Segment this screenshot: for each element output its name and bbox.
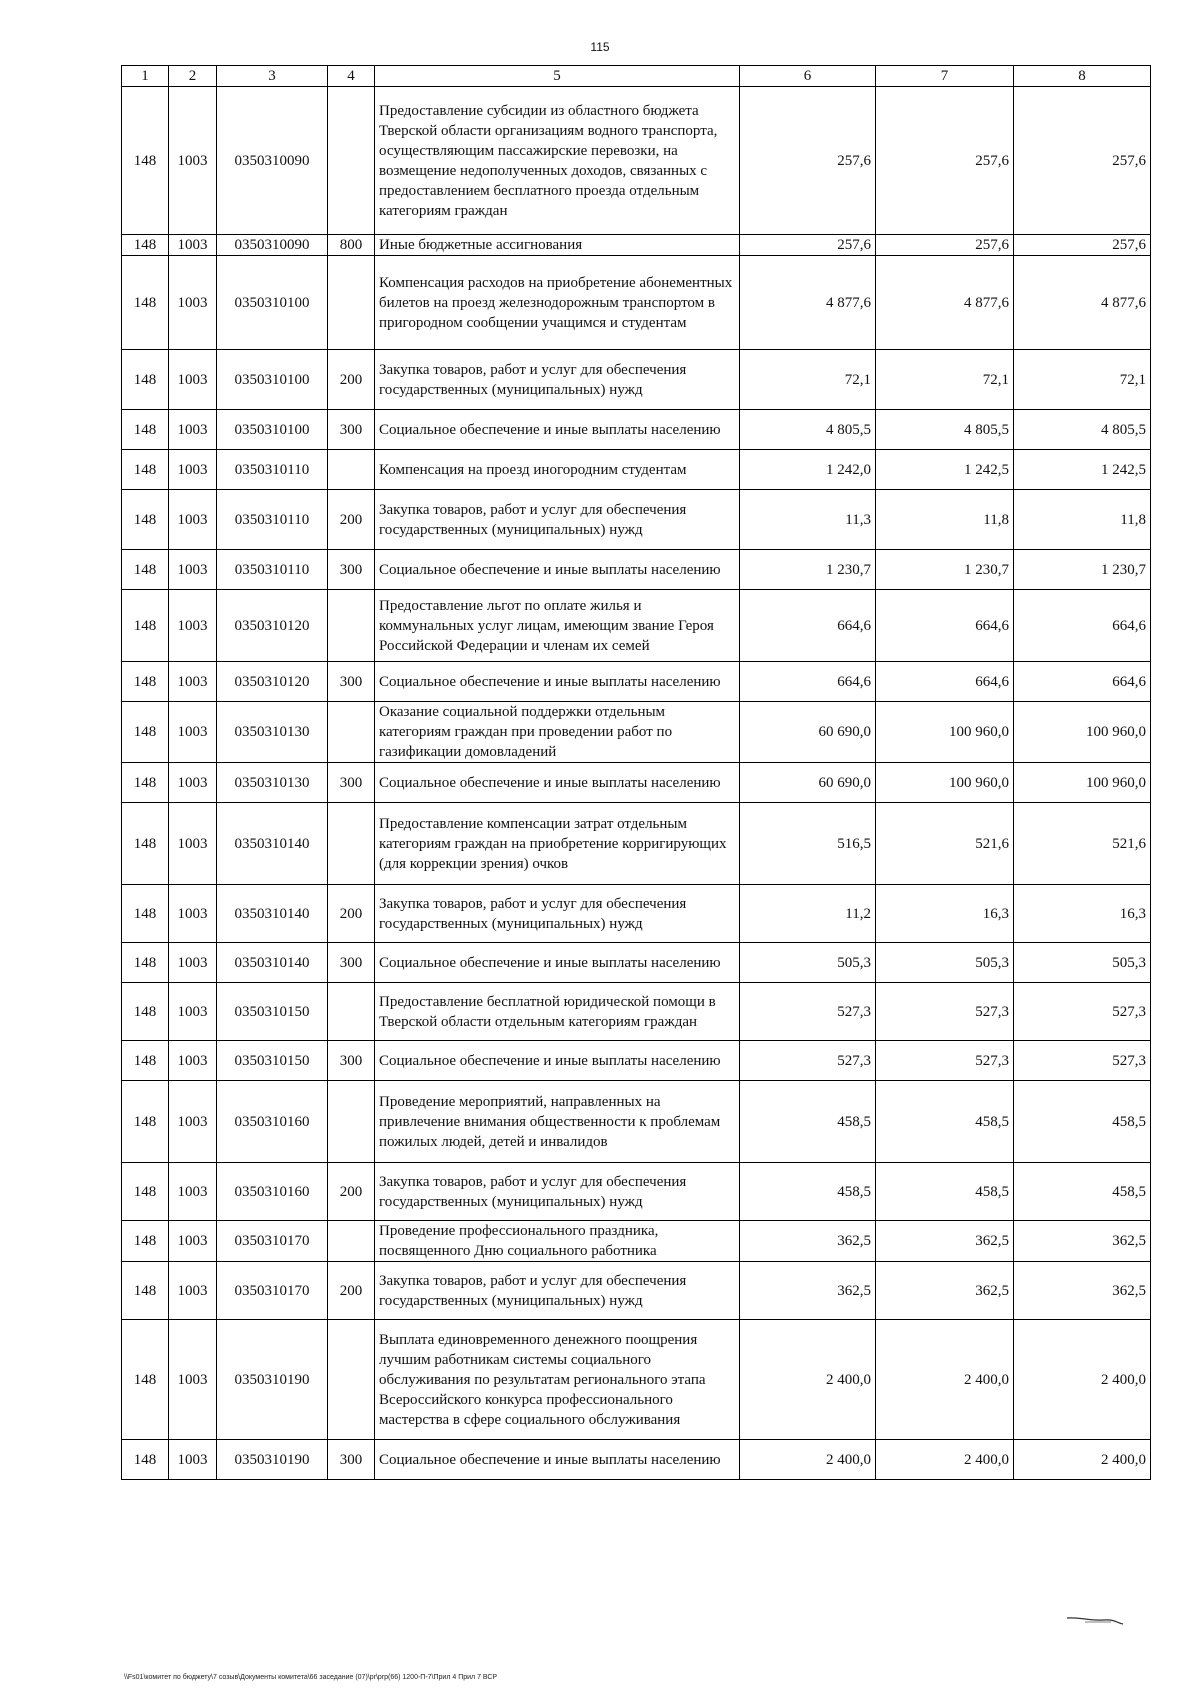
cell-amount-col-6: 362,5 — [740, 1221, 876, 1262]
column-header-2: 2 — [169, 66, 217, 87]
cell-target-article-code: 0350310110 — [217, 450, 328, 490]
cell-amount-col-6: 72,1 — [740, 350, 876, 410]
cell-amount-col-8: 16,3 — [1014, 885, 1151, 943]
cell-target-article-code: 0350310130 — [217, 763, 328, 803]
column-header-3: 3 — [217, 66, 328, 87]
cell-amount-col-6: 527,3 — [740, 1041, 876, 1081]
cell-section-code: 1003 — [169, 1163, 217, 1221]
cell-expense-type-code: 300 — [328, 1041, 375, 1081]
table-row — [122, 662, 1151, 702]
cell-amount-col-8: 257,6 — [1014, 87, 1151, 235]
cell-amount-col-8: 664,6 — [1014, 590, 1151, 662]
cell-target-article-code: 0350310130 — [217, 702, 328, 763]
cell-row-number: 148 — [122, 410, 169, 450]
cell-row-number: 148 — [122, 1081, 169, 1163]
cell-expense-type-code — [328, 1320, 375, 1440]
cell-amount-col-8: 362,5 — [1014, 1221, 1151, 1262]
cell-amount-col-7: 100 960,0 — [876, 702, 1014, 763]
cell-amount-col-8: 362,5 — [1014, 1262, 1151, 1320]
cell-description: Предоставление компенсации затрат отдельным категориям граждан на приобретение корригирующих (для коррекции зрения) очков — [375, 803, 740, 885]
cell-row-number: 148 — [122, 350, 169, 410]
cell-amount-col-8: 527,3 — [1014, 983, 1151, 1041]
footer-file-path: \\Fs01\комитет по бюджету\7 созыв\Документы комитета\66 заседание (07)\pr\prp(66) 1200-П-7\Прил 4 Прил 7 ВСР — [124, 1674, 498, 1681]
cell-expense-type-code — [328, 590, 375, 662]
cell-description: Закупка товаров, работ и услуг для обеспечения государственных (муниципальных) нужд — [375, 1163, 740, 1221]
cell-section-code: 1003 — [169, 803, 217, 885]
cell-amount-col-7: 362,5 — [876, 1262, 1014, 1320]
cell-description: Предоставление бесплатной юридической помощи в Тверской области отдельным категориям граждан — [375, 983, 740, 1041]
cell-description: Проведение мероприятий, направленных на привлечение внимания общественности к проблемам пожилых людей, детей и инвалидов — [375, 1081, 740, 1163]
cell-description: Иные бюджетные ассигнования — [375, 235, 740, 256]
table-row — [122, 450, 1151, 490]
cell-amount-col-6: 257,6 — [740, 235, 876, 256]
cell-row-number: 148 — [122, 943, 169, 983]
cell-amount-col-8: 1 242,5 — [1014, 450, 1151, 490]
table-row — [122, 983, 1151, 1041]
cell-amount-col-8: 1 230,7 — [1014, 550, 1151, 590]
cell-amount-col-8: 458,5 — [1014, 1081, 1151, 1163]
cell-row-number: 148 — [122, 662, 169, 702]
cell-amount-col-7: 362,5 — [876, 1221, 1014, 1262]
table-header-row — [122, 66, 1151, 87]
cell-amount-col-6: 1 242,0 — [740, 450, 876, 490]
cell-target-article-code: 0350310170 — [217, 1262, 328, 1320]
cell-amount-col-6: 4 805,5 — [740, 410, 876, 450]
column-header-8: 8 — [1014, 66, 1151, 87]
cell-expense-type-code — [328, 450, 375, 490]
cell-description: Закупка товаров, работ и услуг для обеспечения государственных (муниципальных) нужд — [375, 885, 740, 943]
cell-target-article-code: 0350310140 — [217, 803, 328, 885]
cell-expense-type-code — [328, 983, 375, 1041]
cell-target-article-code: 0350310090 — [217, 235, 328, 256]
cell-amount-col-7: 4 877,6 — [876, 256, 1014, 350]
cell-description: Закупка товаров, работ и услуг для обеспечения государственных (муниципальных) нужд — [375, 350, 740, 410]
cell-description: Закупка товаров, работ и услуг для обеспечения государственных (муниципальных) нужд — [375, 490, 740, 550]
table-row — [122, 1041, 1151, 1081]
table-row — [122, 1320, 1151, 1440]
cell-target-article-code: 0350310100 — [217, 350, 328, 410]
cell-row-number: 148 — [122, 235, 169, 256]
cell-amount-col-8: 505,3 — [1014, 943, 1151, 983]
cell-description: Проведение профессионального праздника, посвященного Дню социального работника — [375, 1221, 740, 1262]
cell-target-article-code: 0350310120 — [217, 590, 328, 662]
cell-row-number: 148 — [122, 590, 169, 662]
cell-section-code: 1003 — [169, 550, 217, 590]
cell-description: Социальное обеспечение и иные выплаты населению — [375, 1041, 740, 1081]
cell-row-number: 148 — [122, 803, 169, 885]
cell-description: Компенсация на проезд иногородним студентам — [375, 450, 740, 490]
cell-section-code: 1003 — [169, 1081, 217, 1163]
cell-section-code: 1003 — [169, 450, 217, 490]
table-body — [122, 87, 1151, 1480]
signature-mark — [1065, 1612, 1125, 1626]
cell-amount-col-7: 527,3 — [876, 1041, 1014, 1081]
cell-amount-col-8: 100 960,0 — [1014, 702, 1151, 763]
cell-row-number: 148 — [122, 87, 169, 235]
cell-amount-col-6: 516,5 — [740, 803, 876, 885]
cell-target-article-code: 0350310140 — [217, 943, 328, 983]
table-row — [122, 1221, 1151, 1262]
cell-amount-col-6: 11,2 — [740, 885, 876, 943]
table-row — [122, 1262, 1151, 1320]
cell-section-code: 1003 — [169, 410, 217, 450]
cell-description: Предоставление льгот по оплате жилья и коммунальных услуг лицам, имеющим звание Героя Российской Федерации и членам их семей — [375, 590, 740, 662]
cell-amount-col-6: 257,6 — [740, 87, 876, 235]
cell-amount-col-8: 4 805,5 — [1014, 410, 1151, 450]
table-row — [122, 87, 1151, 235]
cell-description: Социальное обеспечение и иные выплаты населению — [375, 662, 740, 702]
cell-target-article-code: 0350310150 — [217, 1041, 328, 1081]
cell-row-number: 148 — [122, 490, 169, 550]
cell-row-number: 148 — [122, 1163, 169, 1221]
cell-expense-type-code: 200 — [328, 885, 375, 943]
cell-amount-col-7: 664,6 — [876, 590, 1014, 662]
cell-amount-col-7: 16,3 — [876, 885, 1014, 943]
cell-description: Социальное обеспечение и иные выплаты населению — [375, 550, 740, 590]
cell-row-number: 148 — [122, 983, 169, 1041]
column-header-1: 1 — [122, 66, 169, 87]
cell-amount-col-6: 458,5 — [740, 1081, 876, 1163]
cell-target-article-code: 0350310150 — [217, 983, 328, 1041]
cell-description: Оказание социальной поддержки отдельным категориям граждан при проведении работ по газификации домовладений — [375, 702, 740, 763]
column-header-4: 4 — [328, 66, 375, 87]
cell-row-number: 148 — [122, 1320, 169, 1440]
cell-section-code: 1003 — [169, 1041, 217, 1081]
cell-amount-col-7: 505,3 — [876, 943, 1014, 983]
cell-amount-col-7: 521,6 — [876, 803, 1014, 885]
table-row — [122, 410, 1151, 450]
page-number: 115 — [590, 40, 610, 54]
budget-table — [121, 65, 1151, 1480]
cell-amount-col-7: 11,8 — [876, 490, 1014, 550]
cell-row-number: 148 — [122, 763, 169, 803]
table-row — [122, 702, 1151, 763]
cell-target-article-code: 0350310100 — [217, 410, 328, 450]
cell-section-code: 1003 — [169, 87, 217, 235]
cell-section-code: 1003 — [169, 1262, 217, 1320]
column-header-6: 6 — [740, 66, 876, 87]
cell-amount-col-6: 505,3 — [740, 943, 876, 983]
cell-amount-col-7: 527,3 — [876, 983, 1014, 1041]
cell-section-code: 1003 — [169, 1221, 217, 1262]
table-row — [122, 943, 1151, 983]
table-row — [122, 550, 1151, 590]
cell-description: Выплата единовременного денежного поощрения лучшим работникам системы социального обслуживания по результатам регионального этапа Всероссийского конкурса профессионального мастерства в сфере социального обслуживания — [375, 1320, 740, 1440]
cell-amount-col-7: 664,6 — [876, 662, 1014, 702]
cell-amount-col-7: 257,6 — [876, 235, 1014, 256]
table-row — [122, 1440, 1151, 1480]
cell-description: Социальное обеспечение и иные выплаты населению — [375, 763, 740, 803]
cell-amount-col-7: 4 805,5 — [876, 410, 1014, 450]
cell-amount-col-6: 458,5 — [740, 1163, 876, 1221]
cell-expense-type-code: 300 — [328, 410, 375, 450]
cell-amount-col-7: 458,5 — [876, 1081, 1014, 1163]
cell-amount-col-7: 100 960,0 — [876, 763, 1014, 803]
table-row — [122, 590, 1151, 662]
table-row — [122, 235, 1151, 256]
table-row — [122, 350, 1151, 410]
cell-expense-type-code: 200 — [328, 1262, 375, 1320]
cell-amount-col-7: 458,5 — [876, 1163, 1014, 1221]
cell-section-code: 1003 — [169, 885, 217, 943]
cell-expense-type-code: 200 — [328, 1163, 375, 1221]
cell-row-number: 148 — [122, 1262, 169, 1320]
cell-target-article-code: 0350310140 — [217, 885, 328, 943]
cell-amount-col-6: 60 690,0 — [740, 763, 876, 803]
cell-amount-col-6: 11,3 — [740, 490, 876, 550]
cell-section-code: 1003 — [169, 1320, 217, 1440]
cell-target-article-code: 0350310100 — [217, 256, 328, 350]
table-row — [122, 490, 1151, 550]
cell-amount-col-6: 60 690,0 — [740, 702, 876, 763]
cell-target-article-code: 0350310110 — [217, 490, 328, 550]
cell-amount-col-8: 2 400,0 — [1014, 1440, 1151, 1480]
table-row — [122, 1163, 1151, 1221]
column-header-7: 7 — [876, 66, 1014, 87]
cell-expense-type-code — [328, 803, 375, 885]
cell-section-code: 1003 — [169, 763, 217, 803]
cell-expense-type-code — [328, 1081, 375, 1163]
cell-row-number: 148 — [122, 550, 169, 590]
cell-expense-type-code: 300 — [328, 763, 375, 803]
cell-amount-col-7: 1 242,5 — [876, 450, 1014, 490]
table-row — [122, 1081, 1151, 1163]
cell-section-code: 1003 — [169, 983, 217, 1041]
cell-description: Предоставление субсидии из областного бюджета Тверской области организациям водного транспорта, осуществляющим пассажирские перевозки, на возмещение недополученных доходов, связанных с предоставлением бесплатного проезда отдельным категориям граждан — [375, 87, 740, 235]
cell-expense-type-code: 300 — [328, 1440, 375, 1480]
cell-row-number: 148 — [122, 256, 169, 350]
cell-amount-col-6: 664,6 — [740, 662, 876, 702]
cell-amount-col-6: 2 400,0 — [740, 1320, 876, 1440]
cell-amount-col-7: 2 400,0 — [876, 1440, 1014, 1480]
table-row — [122, 885, 1151, 943]
cell-amount-col-8: 72,1 — [1014, 350, 1151, 410]
cell-amount-col-8: 257,6 — [1014, 235, 1151, 256]
cell-amount-col-8: 100 960,0 — [1014, 763, 1151, 803]
cell-amount-col-8: 527,3 — [1014, 1041, 1151, 1081]
cell-amount-col-6: 527,3 — [740, 983, 876, 1041]
cell-target-article-code: 0350310110 — [217, 550, 328, 590]
cell-description: Социальное обеспечение и иные выплаты населению — [375, 1440, 740, 1480]
cell-amount-col-6: 4 877,6 — [740, 256, 876, 350]
cell-row-number: 148 — [122, 450, 169, 490]
cell-section-code: 1003 — [169, 235, 217, 256]
cell-amount-col-7: 2 400,0 — [876, 1320, 1014, 1440]
cell-target-article-code: 0350310160 — [217, 1163, 328, 1221]
cell-expense-type-code: 200 — [328, 490, 375, 550]
cell-target-article-code: 0350310090 — [217, 87, 328, 235]
cell-section-code: 1003 — [169, 490, 217, 550]
cell-expense-type-code: 800 — [328, 235, 375, 256]
table-row — [122, 803, 1151, 885]
cell-description: Компенсация расходов на приобретение абонементных билетов на проезд железнодорожным транспортом в пригородном сообщении учащимся и студентам — [375, 256, 740, 350]
cell-row-number: 148 — [122, 1221, 169, 1262]
cell-row-number: 148 — [122, 1440, 169, 1480]
cell-amount-col-8: 11,8 — [1014, 490, 1151, 550]
cell-amount-col-7: 1 230,7 — [876, 550, 1014, 590]
cell-section-code: 1003 — [169, 943, 217, 983]
cell-row-number: 148 — [122, 885, 169, 943]
cell-section-code: 1003 — [169, 350, 217, 410]
cell-expense-type-code: 300 — [328, 550, 375, 590]
cell-expense-type-code: 300 — [328, 943, 375, 983]
cell-expense-type-code — [328, 702, 375, 763]
cell-description: Социальное обеспечение и иные выплаты населению — [375, 943, 740, 983]
cell-amount-col-8: 4 877,6 — [1014, 256, 1151, 350]
cell-section-code: 1003 — [169, 256, 217, 350]
cell-expense-type-code — [328, 1221, 375, 1262]
column-header-5: 5 — [375, 66, 740, 87]
cell-description: Закупка товаров, работ и услуг для обеспечения государственных (муниципальных) нужд — [375, 1262, 740, 1320]
cell-expense-type-code: 300 — [328, 662, 375, 702]
cell-section-code: 1003 — [169, 702, 217, 763]
cell-section-code: 1003 — [169, 590, 217, 662]
cell-section-code: 1003 — [169, 1440, 217, 1480]
cell-row-number: 148 — [122, 702, 169, 763]
table-row — [122, 256, 1151, 350]
cell-amount-col-6: 362,5 — [740, 1262, 876, 1320]
cell-description: Социальное обеспечение и иные выплаты населению — [375, 410, 740, 450]
cell-amount-col-7: 72,1 — [876, 350, 1014, 410]
cell-amount-col-6: 664,6 — [740, 590, 876, 662]
cell-target-article-code: 0350310120 — [217, 662, 328, 702]
cell-target-article-code: 0350310190 — [217, 1320, 328, 1440]
cell-expense-type-code — [328, 87, 375, 235]
cell-amount-col-8: 458,5 — [1014, 1163, 1151, 1221]
cell-expense-type-code: 200 — [328, 350, 375, 410]
cell-row-number: 148 — [122, 1041, 169, 1081]
cell-amount-col-8: 521,6 — [1014, 803, 1151, 885]
cell-target-article-code: 0350310170 — [217, 1221, 328, 1262]
cell-expense-type-code — [328, 256, 375, 350]
cell-target-article-code: 0350310160 — [217, 1081, 328, 1163]
cell-amount-col-6: 2 400,0 — [740, 1440, 876, 1480]
cell-target-article-code: 0350310190 — [217, 1440, 328, 1480]
cell-amount-col-6: 1 230,7 — [740, 550, 876, 590]
table-row — [122, 763, 1151, 803]
cell-amount-col-7: 257,6 — [876, 87, 1014, 235]
cell-amount-col-8: 2 400,0 — [1014, 1320, 1151, 1440]
cell-amount-col-8: 664,6 — [1014, 662, 1151, 702]
cell-section-code: 1003 — [169, 662, 217, 702]
